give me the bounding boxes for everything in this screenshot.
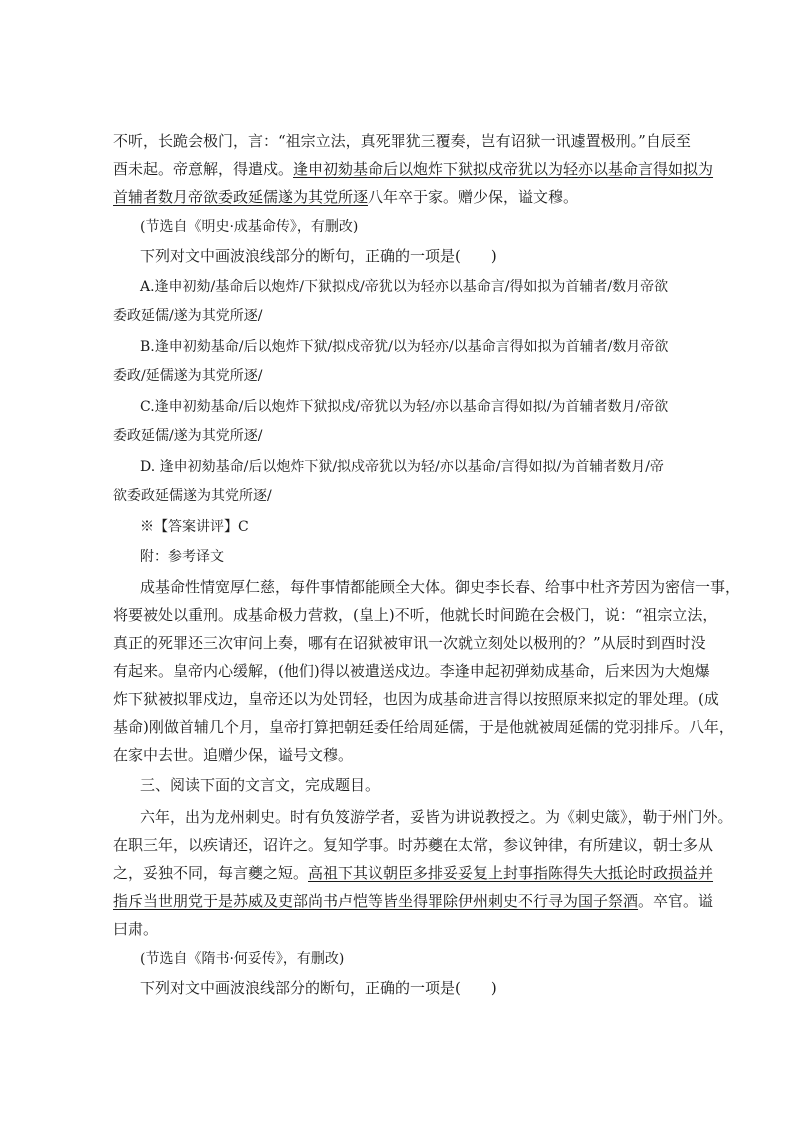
wavy-underlined-text: 指斥当世朋党于是苏威及吏部尚书卢恺等皆坐得罪除伊州刺史不行寻为国子祭酒 <box>113 892 639 910</box>
wavy-underlined-text: 逢申初劾基命后以炮炸下狱拟戍帝犹以为轻亦以基命言得如拟为 <box>293 160 714 178</box>
passage-line <box>113 863 713 883</box>
translation-line: 炸下狱被拟罪戍边，皇帝还以为处罚轻，也因为成基命进言得以按照原来拟定的罪处理。(成 <box>113 690 719 708</box>
source-citation: (节选自《隋书·何妥传》，有删改) <box>140 951 345 967</box>
translation-line: 成基命性情宽厚仁慈，每件事情都能顾全大体。御史李长春、给事中杜齐芳因为密信一事， <box>140 578 741 596</box>
passage-text: 酉未起。帝意解，得遣戍。 <box>113 160 294 178</box>
source-citation: (节选自《明史·成基命传》，有删改) <box>140 219 359 235</box>
question-prompt: 下列对文中画波浪线部分的断句，正确的一项是( ) <box>140 979 497 997</box>
passage-line <box>113 187 578 207</box>
passage-text: 八年卒于家。赠少保，谥文穆。 <box>368 188 579 206</box>
option-b: B.逢申初劾基命/后以炮炸下狱/拟戍帝犹/以为轻亦/以基命言得如拟为首辅者/数月帝欲 <box>140 339 669 355</box>
translation-line: 有起来。皇帝内心缓解，(他们)得以被遣送戍边。李逢申起初弹劾成基命，后来因为大炮爆 <box>113 662 710 680</box>
section-heading: 三、阅读下面的文言文，完成题目。 <box>140 776 381 794</box>
passage-text: 之，妥独不同，每言夔之短。 <box>113 864 309 882</box>
passage-line: 在职三年，以疾请还，诏许之。复知学事。时苏夔在太常，参议钟律，有所建议，朝士多从 <box>113 836 714 854</box>
wavy-underlined-text: 首辅者数月帝欲委政延儒遂为其党所逐 <box>113 188 369 206</box>
option-c-cont: 委政延儒/遂为其党所逐/ <box>113 428 263 444</box>
option-b-cont: 委政/延儒遂为其党所逐/ <box>113 368 263 384</box>
passage-text: 。卒官。谥 <box>638 892 714 910</box>
translation-line: 真正的死罪还三次审问上奏，哪有在诏狱被审讯一次就立刻处以极刑的？”从辰时到酉时没 <box>113 634 706 652</box>
answer-line: ※【答案讲评】C <box>140 519 249 535</box>
question-prompt: 下列对文中画波浪线部分的断句，正确的一项是( ) <box>140 247 497 265</box>
passage-line: 不听，长跪会极门，言：“祖宗立法，真死罪犹三覆奏，岂有诏狱一讯遽置极刑。”自辰至 <box>113 132 691 150</box>
option-d: D. 逢申初劾基命/后以炮炸下狱/拟戍帝犹以为轻/亦以基命/言得如拟/为首辅者数月/帝 <box>140 459 664 475</box>
passage-line: 六年，出为龙州刺史。时有负笈游学者，妥皆为讲说教授之。为《刺史箴》，勒于州门外。 <box>140 808 733 826</box>
option-a-cont: 委政延儒/遂为其党所逐/ <box>113 308 263 324</box>
wavy-underlined-text: 高祖下其议朝臣多排妥妥复上封事指陈得失大抵论时政损益并 <box>308 864 714 882</box>
appendix-label: 附：参考译文 <box>140 549 224 565</box>
translation-line: 在家中去世。追赠少保，谥号文穆。 <box>113 746 354 764</box>
option-c: C.逢申初劾基命/后以炮炸下狱拟戍/帝犹以为轻/亦以基命言得如拟/为首辅者数月/帝欲 <box>140 399 669 415</box>
translation-line: 基命)刚做首辅几个月，皇帝打算把朝廷委任给周延儒，于是他就被周延儒的党羽排斥。八年， <box>113 718 734 736</box>
option-d-cont: 欲委政延儒遂为其党所逐/ <box>113 488 272 504</box>
option-a: A.逢申初劾/基命后以炮炸/下狱拟戍/帝犹以为轻亦以基命言/得如拟为首辅者/数月帝欲 <box>140 279 669 295</box>
passage-line <box>113 159 713 179</box>
passage-line <box>113 891 713 911</box>
translation-line: 将要被处以重刑。成基命极力营救，(皇上)不听，他就长时间跪在会极门，说：“祖宗立法， <box>113 606 718 624</box>
passage-line: 曰肃。 <box>113 920 159 938</box>
